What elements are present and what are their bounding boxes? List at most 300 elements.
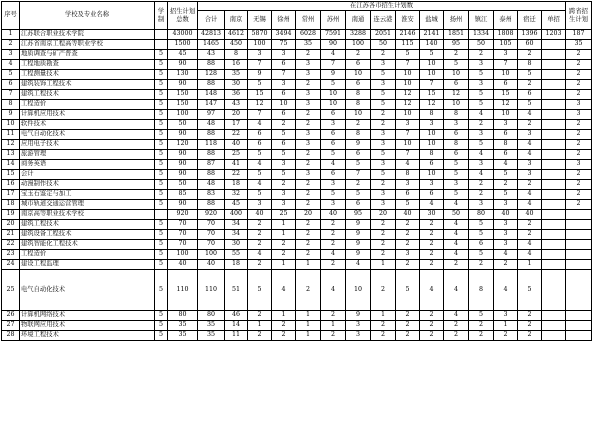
row-city-value: 2	[396, 321, 420, 331]
row-city-value: 11	[225, 331, 248, 341]
row-seq: 1	[2, 30, 20, 40]
row-city-value: 3	[371, 60, 396, 70]
header-city: 扬州	[444, 11, 469, 30]
row-city-value: 147	[198, 100, 225, 110]
row-city-value: 1334	[469, 30, 494, 40]
row-city-value: 15	[494, 90, 518, 100]
row-city-value: 5	[444, 170, 469, 180]
row-years: 5	[155, 120, 168, 130]
row-seq: 26	[2, 311, 20, 321]
row-city-value: 3	[272, 190, 296, 200]
row-city-value: 88	[198, 80, 225, 90]
row-city-value: 2	[518, 220, 542, 230]
row-name: 工程测量技术	[20, 70, 155, 80]
row-city-value: 2051	[371, 30, 396, 40]
row-city-value: 88	[198, 60, 225, 70]
row-city-value: 5	[494, 170, 518, 180]
row-city-value	[542, 160, 566, 170]
row-years: 5	[155, 220, 168, 230]
row-city-value: 48	[198, 180, 225, 190]
row-city-value: 55	[225, 250, 248, 260]
row-city-value: 5	[248, 270, 272, 311]
row-city-value: 3	[296, 140, 321, 150]
row-city-value: 50	[469, 40, 494, 50]
row-city-value: 50	[444, 210, 469, 220]
row-years	[155, 30, 168, 40]
row-city-value: 7	[494, 60, 518, 70]
row-years: 5	[155, 240, 168, 250]
table-row	[2, 40, 592, 50]
row-city-value: 10	[346, 110, 371, 120]
row-city-value: 110	[198, 270, 225, 311]
row-total: 90	[168, 160, 198, 170]
row-city-value: 10	[494, 70, 518, 80]
row-city-value: 7	[248, 110, 272, 120]
row-city-value: 2	[371, 321, 396, 331]
row-city-value: 51	[225, 270, 248, 311]
row-city-value	[542, 90, 566, 100]
row-total: 70	[168, 240, 198, 250]
row-city-value: 10	[396, 80, 420, 90]
row-city-value	[542, 130, 566, 140]
row-total: 130	[168, 70, 198, 80]
row-city-value: 4	[469, 110, 494, 120]
row-years: 5	[155, 250, 168, 260]
row-city-value: 6	[321, 170, 346, 180]
table-row	[2, 210, 592, 220]
row-city-value: 2	[469, 120, 494, 130]
row-name: 应用电子技术	[20, 140, 155, 150]
row-name: 计算机网络技术	[20, 311, 155, 321]
header-in-province: 在江苏各市招生计划数	[198, 2, 566, 11]
row-city-value: 4	[321, 160, 346, 170]
row-years: 5	[155, 331, 168, 341]
row-city-value: 2	[420, 240, 444, 250]
row-city-value: 1	[494, 321, 518, 331]
row-seq: 11	[2, 130, 20, 140]
table-row	[2, 190, 592, 200]
row-city-value: 30	[225, 80, 248, 90]
row-city-value: 2	[296, 150, 321, 160]
row-city-value: 4	[248, 250, 272, 260]
row-city-value: 4	[518, 200, 542, 210]
row-city-value: 36	[225, 90, 248, 100]
row-city-value	[542, 331, 566, 341]
row-city-value	[542, 170, 566, 180]
row-city-value: 6	[420, 190, 444, 200]
row-city-value: 3494	[272, 30, 296, 40]
row-city-value: 2	[346, 180, 371, 190]
row-city-value: 1	[272, 220, 296, 230]
table-row	[2, 200, 592, 210]
row-city-value: 6	[469, 240, 494, 250]
row-name: 工程造价	[20, 100, 155, 110]
row-city-value: 3	[494, 200, 518, 210]
row-city-value: 2	[494, 180, 518, 190]
row-city-value: 1396	[518, 30, 542, 40]
row-years: 5	[155, 170, 168, 180]
row-name: 商务英语	[20, 160, 155, 170]
row-cross	[566, 311, 592, 321]
row-city-value: 4	[494, 270, 518, 311]
row-city-value: 2	[296, 120, 321, 130]
row-city-value: 5	[272, 170, 296, 180]
row-years: 5	[155, 230, 168, 240]
row-city-value: 2	[296, 110, 321, 120]
header-city: 合计	[198, 11, 225, 30]
row-city-value: 20	[296, 210, 321, 220]
row-city-value: 8	[396, 170, 420, 180]
row-city-value: 115	[396, 40, 420, 50]
row-city-value: 32	[225, 190, 248, 200]
row-city-value: 10	[444, 70, 469, 80]
row-city-value: 3	[444, 180, 469, 190]
row-name: 动漫制作技术	[20, 180, 155, 190]
row-city-value: 5	[518, 100, 542, 110]
row-city-value: 88	[198, 150, 225, 160]
row-city-value: 8	[420, 110, 444, 120]
row-seq: 14	[2, 160, 20, 170]
row-city-value: 87	[198, 160, 225, 170]
row-city-value: 1	[272, 311, 296, 321]
row-city-value: 2	[272, 120, 296, 130]
row-seq: 22	[2, 240, 20, 250]
row-total: 50	[168, 120, 198, 130]
row-city-value: 40	[225, 140, 248, 150]
row-name: 南京高等职业技术学校	[20, 210, 155, 220]
row-city-value: 1465	[198, 40, 225, 50]
row-city-value: 2	[494, 331, 518, 341]
row-city-value: 8	[346, 100, 371, 110]
row-cross	[566, 250, 592, 260]
header-city: 苏州	[321, 11, 346, 30]
row-city-value: 2	[321, 311, 346, 321]
row-total: 45	[168, 50, 198, 60]
row-city-value: 17	[225, 120, 248, 130]
row-city-value: 6028	[296, 30, 321, 40]
row-city-value: 2	[518, 321, 542, 331]
row-city-value: 6	[321, 140, 346, 150]
table-row	[2, 50, 592, 60]
row-seq: 20	[2, 220, 20, 230]
row-city-value: 9	[321, 70, 346, 80]
row-city-value: 5	[321, 80, 346, 90]
row-city-value: 3	[346, 321, 371, 331]
row-city-value: 2	[272, 250, 296, 260]
row-seq: 3	[2, 50, 20, 60]
row-city-value: 1203	[542, 30, 566, 40]
row-city-value: 3288	[346, 30, 371, 40]
header-city: 泰州	[494, 11, 518, 30]
row-name: 电气自动化技术	[20, 270, 155, 311]
row-city-value: 4	[321, 50, 346, 60]
row-name: 计算机应用技术	[20, 110, 155, 120]
row-seq: 12	[2, 140, 20, 150]
row-name: 建设工程监理	[20, 260, 155, 270]
row-city-value: 2	[371, 331, 396, 341]
row-total: 70	[168, 230, 198, 240]
row-city-value: 7	[396, 130, 420, 140]
row-city-value: 2	[272, 331, 296, 341]
row-city-value: 5	[494, 190, 518, 200]
row-city-value: 1	[272, 260, 296, 270]
row-city-value: 128	[198, 70, 225, 80]
row-cross: 35	[566, 40, 592, 50]
row-city-value: 3	[296, 60, 321, 70]
row-city-value: 4	[494, 250, 518, 260]
row-city-value: 5	[371, 90, 396, 100]
row-city-value: 5	[248, 150, 272, 160]
row-city-value: 5	[371, 70, 396, 80]
row-city-value: 3	[518, 170, 542, 180]
row-city-value: 8	[444, 140, 469, 150]
row-years: 5	[155, 321, 168, 331]
row-city-value: 35	[225, 70, 248, 80]
row-total: 50	[168, 180, 198, 190]
row-city-value: 2	[296, 180, 321, 190]
row-city-value	[542, 200, 566, 210]
row-city-value: 40	[198, 260, 225, 270]
row-city-value: 4	[420, 270, 444, 311]
row-city-value: 6	[272, 60, 296, 70]
header-city: 南通	[346, 11, 371, 30]
header-plan-total: 招生计划总数	[168, 2, 198, 30]
row-name: 会计	[20, 170, 155, 180]
row-city-value: 3	[371, 80, 396, 90]
row-cross: 187	[566, 30, 592, 40]
header-city: 徐州	[272, 11, 296, 30]
row-city-value: 4	[444, 240, 469, 250]
row-city-value: 6	[420, 160, 444, 170]
row-city-value: 2	[272, 180, 296, 190]
row-city-value: 5	[248, 80, 272, 90]
row-city-value: 40	[248, 210, 272, 220]
row-cross: 2	[566, 50, 592, 60]
row-city-value	[542, 210, 566, 220]
row-name: 工程地质勘查	[20, 60, 155, 70]
row-total: 100	[168, 110, 198, 120]
header-city: 宿迁	[518, 11, 542, 30]
row-city-value: 1	[272, 230, 296, 240]
row-city-value: 5	[444, 60, 469, 70]
row-city-value: 2	[371, 230, 396, 240]
row-name: 工程造价	[20, 250, 155, 260]
row-city-value: 6	[396, 190, 420, 200]
row-city-value: 1	[518, 260, 542, 270]
table-row	[2, 60, 592, 70]
row-cross: 2	[566, 70, 592, 80]
row-total: 43000	[168, 30, 198, 40]
row-city-value: 4	[444, 250, 469, 260]
row-city-value: 4	[444, 311, 469, 321]
row-years: 5	[155, 80, 168, 90]
row-city-value: 4	[518, 110, 542, 120]
row-city-value: 2	[518, 230, 542, 240]
row-years: 5	[155, 50, 168, 60]
row-city-value: 3	[469, 130, 494, 140]
row-cross	[566, 270, 592, 311]
row-city-value: 1851	[444, 30, 469, 40]
row-city-value: 3	[494, 311, 518, 321]
row-city-value: 3	[321, 200, 346, 210]
row-city-value: 7	[248, 60, 272, 70]
row-city-value: 3	[248, 200, 272, 210]
row-city-value: 2	[396, 311, 420, 321]
row-city-value: 4	[321, 270, 346, 311]
row-city-value: 35	[198, 321, 225, 331]
row-city-value	[542, 190, 566, 200]
table-row	[2, 311, 592, 321]
row-city-value: 3	[518, 130, 542, 140]
table-row	[2, 30, 592, 40]
row-city-value: 2	[272, 321, 296, 331]
row-city-value	[542, 140, 566, 150]
row-city-value: 3	[494, 230, 518, 240]
row-years: 5	[155, 100, 168, 110]
row-years: 5	[155, 70, 168, 80]
row-city-value: 2	[371, 240, 396, 250]
row-city-value: 10	[321, 100, 346, 110]
row-city-value: 920	[198, 210, 225, 220]
row-city-value: 10	[346, 70, 371, 80]
row-city-value: 34	[225, 220, 248, 230]
row-cross: 2	[566, 140, 592, 150]
row-years: 5	[155, 150, 168, 160]
row-seq: 23	[2, 250, 20, 260]
row-city-value: 2	[444, 331, 469, 341]
row-city-value: 4	[321, 250, 346, 260]
row-city-value: 3	[469, 80, 494, 90]
table-row	[2, 250, 592, 260]
row-city-value: 10	[420, 170, 444, 180]
table-row	[2, 160, 592, 170]
row-city-value: 2	[518, 331, 542, 341]
row-city-value: 140	[420, 40, 444, 50]
row-city-value: 5	[396, 270, 420, 311]
row-city-value: 10	[420, 140, 444, 150]
row-city-value: 46	[225, 311, 248, 321]
row-seq: 7	[2, 90, 20, 100]
row-city-value: 9	[248, 70, 272, 80]
row-city-value: 95	[346, 210, 371, 220]
row-city-value: 25	[272, 210, 296, 220]
row-city-value: 3	[518, 160, 542, 170]
row-city-value: 3	[396, 120, 420, 130]
row-city-value: 1	[321, 321, 346, 331]
row-seq: 10	[2, 120, 20, 130]
row-city-value: 5	[272, 150, 296, 160]
row-city-value: 4	[272, 270, 296, 311]
row-city-value: 10	[396, 110, 420, 120]
row-seq: 2	[2, 40, 20, 50]
row-cross: 2	[566, 130, 592, 140]
table-row	[2, 270, 592, 311]
row-city-value: 2	[396, 220, 420, 230]
row-city-value: 35	[296, 40, 321, 50]
row-cross: 2	[566, 150, 592, 160]
row-city-value: 4612	[225, 30, 248, 40]
row-seq: 16	[2, 180, 20, 190]
row-cross	[566, 220, 592, 230]
row-city-value: 2	[469, 331, 494, 341]
row-city-value: 30	[420, 210, 444, 220]
row-city-value: 4	[518, 140, 542, 150]
table-row	[2, 180, 592, 190]
row-city-value: 10	[420, 60, 444, 70]
row-city-value: 2	[296, 230, 321, 240]
row-city-value: 1808	[494, 30, 518, 40]
row-seq: 9	[2, 110, 20, 120]
row-city-value: 2	[346, 120, 371, 130]
row-city-value: 6	[248, 140, 272, 150]
row-city-value: 7	[321, 60, 346, 70]
row-seq: 15	[2, 170, 20, 180]
row-city-value: 2	[248, 311, 272, 321]
row-city-value: 5	[469, 250, 494, 260]
table-row	[2, 260, 592, 270]
row-seq: 25	[2, 270, 20, 311]
row-city-value	[542, 260, 566, 270]
row-city-value	[542, 321, 566, 331]
row-city-value: 2	[396, 260, 420, 270]
row-total: 90	[168, 80, 198, 90]
row-city-value: 3	[494, 120, 518, 130]
row-city-value: 70	[198, 240, 225, 250]
row-city-value: 22	[225, 170, 248, 180]
table-row	[2, 150, 592, 160]
row-city-value: 40	[396, 210, 420, 220]
row-city-value: 4	[518, 190, 542, 200]
row-cross: 2	[566, 80, 592, 90]
row-city-value: 10	[420, 70, 444, 80]
row-city-value: 5	[469, 90, 494, 100]
row-city-value: 5	[420, 50, 444, 60]
row-city-value: 18	[225, 180, 248, 190]
row-city-value: 2	[346, 50, 371, 60]
row-cross: 3	[566, 100, 592, 110]
table-row	[2, 170, 592, 180]
row-city-value: 5	[469, 100, 494, 110]
row-city-value: 2	[420, 331, 444, 341]
row-city-value: 450	[225, 40, 248, 50]
row-city-value: 3	[296, 170, 321, 180]
row-seq: 17	[2, 190, 20, 200]
row-city-value: 2	[469, 321, 494, 331]
row-city-value: 12	[494, 100, 518, 110]
row-city-value: 3	[371, 190, 396, 200]
row-city-value: 100	[248, 40, 272, 50]
row-city-value: 18	[225, 260, 248, 270]
row-city-value: 4	[518, 150, 542, 160]
row-city-value: 2146	[396, 30, 420, 40]
row-city-value: 4	[420, 200, 444, 210]
row-city-value: 34	[225, 230, 248, 240]
row-city-value: 2	[248, 240, 272, 250]
row-city-value: 16	[225, 60, 248, 70]
row-cross: 2	[566, 60, 592, 70]
row-city-value: 7	[272, 70, 296, 80]
row-city-value: 100	[346, 40, 371, 50]
row-city-value: 25	[225, 150, 248, 160]
row-city-value: 12	[444, 90, 469, 100]
row-name: 江苏联合职业技术学院	[20, 30, 155, 40]
row-city-value: 8	[494, 140, 518, 150]
row-cross	[566, 331, 592, 341]
row-city-value: 10	[321, 90, 346, 100]
row-city-value	[542, 40, 566, 50]
row-city-value: 3	[346, 331, 371, 341]
row-city-value: 6	[444, 80, 469, 90]
